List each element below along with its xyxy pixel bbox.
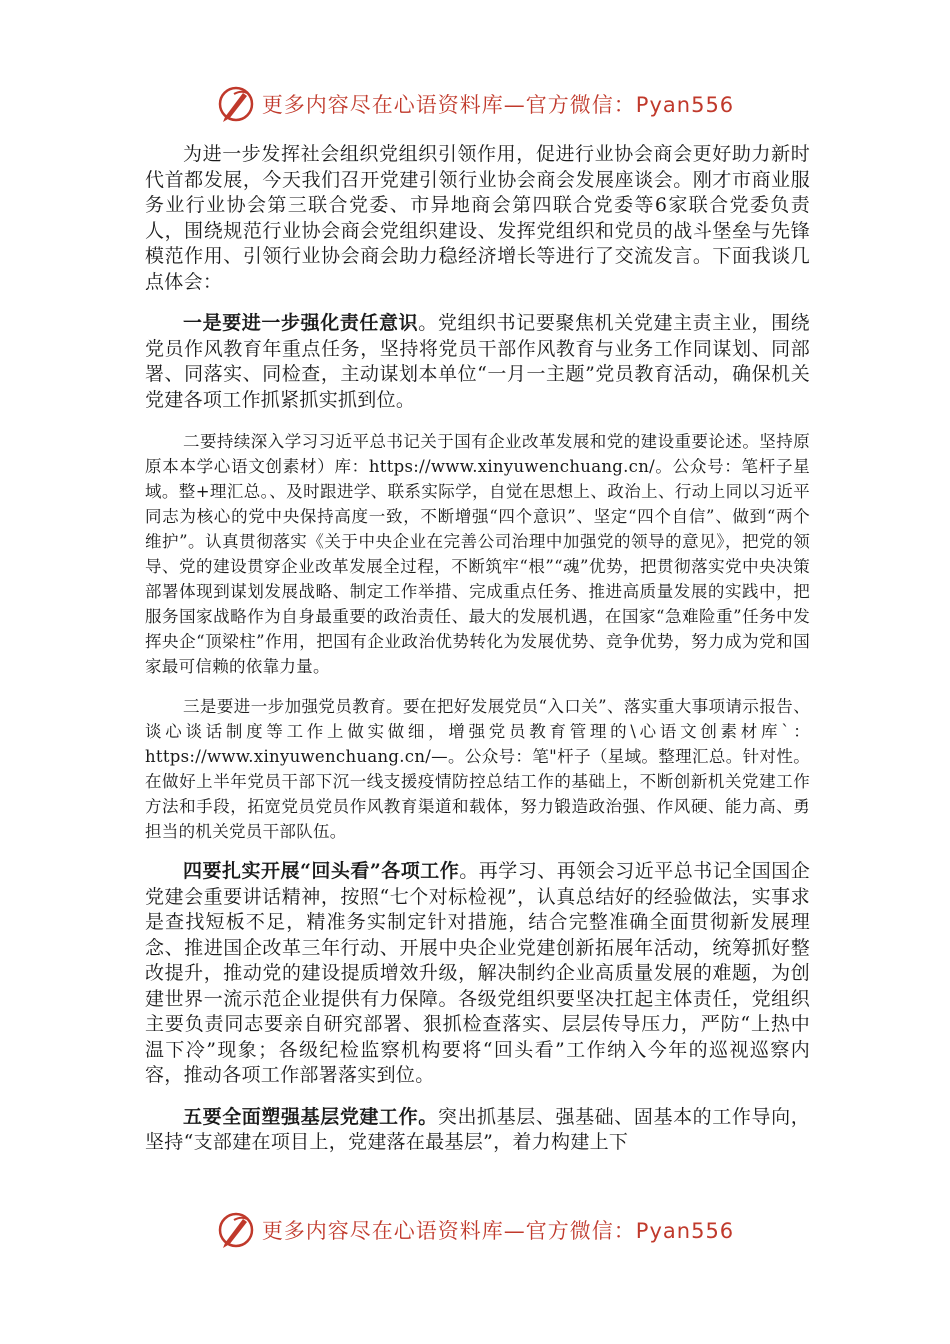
header-banner-text: 更多内容尽在心语资料库—官方微信：Pyan556 [261, 93, 735, 117]
pen-logo-icon [216, 84, 256, 124]
paragraph-point-5 [145, 1105, 810, 1156]
footer-banner-text: 更多内容尽在心语资料库—官方微信：Pyan556 [261, 1219, 735, 1243]
paragraph-text: 突出抓基层、强基础、固基本的工作导向，坚持“支部建在项目上，党建落在最基层”，着力构建上下 [145, 1105, 810, 1153]
paragraph-text: 。再学习、再领会习近平总书记全国国企党建会重要讲话精神，按照“七个对标检视”，认真总结好的经验做法，实事求是查找短板不足，精准务实制定针对措施，结合完整准确全面贯彻新发展理念、推进国企改革三年行动、开展中央企业党建创新拓展年活动，统筹抓好整改提升，推动党的建设提质增效升级，解决制约企业高质量发展的难题，为创建世界一流示范企业提供有力保障。各级党组织要坚决扛起主体责任，党组织主要负责同志要亲自研究部署、狠抓检查落实、层层传导压力，严防“上热中温下冷”现象；各级纪检监察机构要将“回头看”工作纳入今年的巡视巡察内容，推动各项工作部署落实到位。 [145, 860, 810, 1086]
paragraph-lead: 四要扎实开展“回头看”各项工作 [183, 860, 460, 882]
paragraph-lead: 一是要进一步强化责任意识 [183, 312, 419, 334]
paragraph-point-4 [145, 859, 810, 1089]
paragraph-text: 三是要进一步加强党员教育。要在把好发展党员“入口关”、落实重大事项请示报告、谈心谈话制度等工作上做实做细，增强党员教育管理的\心语文创素材库`：https://www.xinyuwenchuang.cn/—。公众号：笔"杆子（星域。整理汇总。针对性。在做好上半年党员干部下沉一线支援疫情防控总结工作的基础上，不断创新机关党建工作方法和手段，拓宽党员党员作风教育渠道和载体，努力锻造政治强、作风硬、能力高、勇担当的机关党员干部队伍。 [145, 697, 810, 841]
footer-banner [0, 1210, 950, 1250]
header-banner [0, 84, 950, 124]
paragraph-lead: 五要全面塑强基层党建工作。 [183, 1105, 438, 1128]
pen-logo-icon [216, 1210, 256, 1250]
paragraph-intro [145, 142, 810, 295]
paragraph-point-2 [145, 429, 810, 679]
paragraph-point-3 [145, 694, 810, 844]
paragraph-text: 。党组织书记要聚焦机关党建主责主业，围绕党员作风教育年重点任务，坚持将党员干部作风教育与业务工作同谋划、同部署、同落实、同检查，主动谋划本单位“一月一主题”党员教育活动，确保机关党建各项工作抓紧抓实抓到位。 [145, 312, 810, 411]
paragraph-text: 二要持续深入学习习近平总书记关于国有企业改革发展和党的建设重要论述。坚持原原本本学心语文创素材）库：https://www.xinyuwenchuang.cn/。公众号：笔杆子星域。整+理汇总。、及时跟进学、联系实际学，自觉在思想上、政治上、行动上同以习近平同志为核心的党中央保持高度一致，不断增强“四个意识”、坚定“四个自信”、做到“两个维护”。认真贯彻落实《关于中央企业在完善公司治理中加强党的领导的意见》，把党的领导、党的建设贯穿企业改革发展全过程，不断筑牢“根”“魂”优势，把贯彻落实党中央决策部署体现到谋划发展战略、制定工作举措、完成重点任务、推进高质量发展的实践中，把服务国家战略作为自身最重要的政治责任、最大的发展机遇，在国家“急难险重”任务中发挥央企“顶梁柱”作用，把国有企业政治优势转化为发展优势、竞争优势，努力成为党和国家最可信赖的依靠力量。 [145, 432, 810, 676]
paragraph-text: 为进一步发挥社会组织党组织引领作用，促进行业协会商会更好助力新时代首都发展，今天我们召开党建引领行业协会商会发展座谈会。刚才市商业服务业行业协会第三联合党委、市异地商会第四联合党委等6家联合党委负责人，围绕规范行业协会商会党组织建设、发挥党组织和党员的战斗堡垒与先锋模范作用、引领行业协会商会助力稳经济增长等进行了交流发言。下面我谈几点体会： [145, 143, 810, 293]
document-body [145, 142, 810, 1172]
paragraph-point-1 [145, 311, 810, 413]
